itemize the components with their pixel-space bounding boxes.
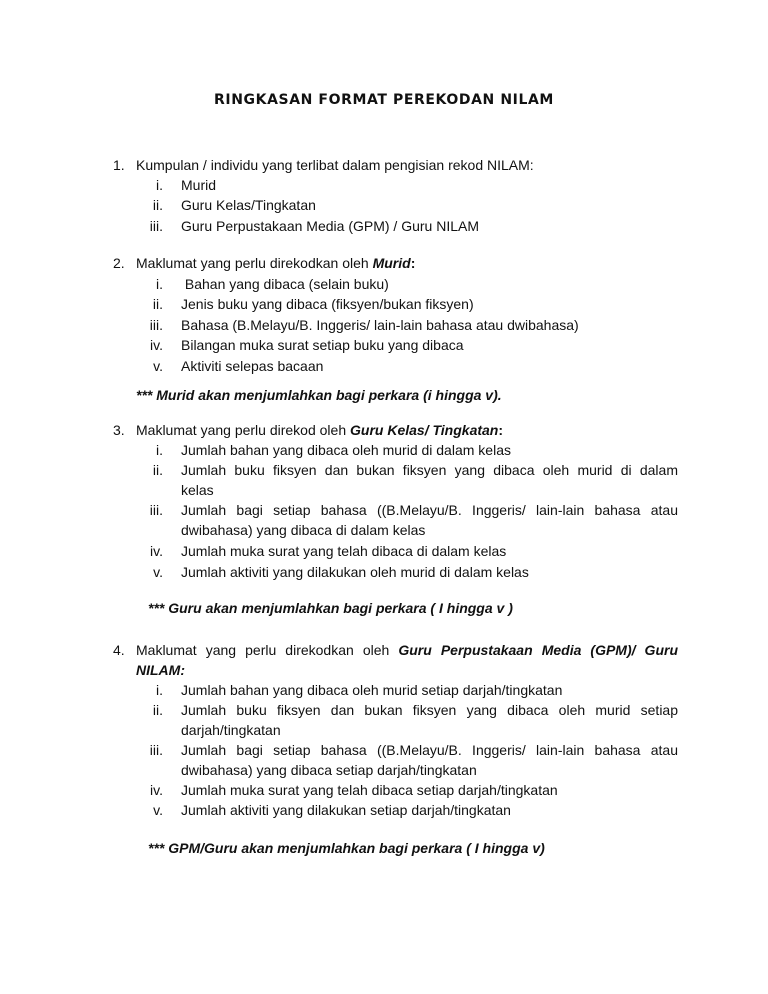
list-item: Bilangan muka surat setiap buku yang dibaca [181,337,464,353]
section-number: 2. [113,255,125,271]
item-roman: i. [156,682,163,698]
item-roman: ii. [152,197,163,213]
item-roman: iv. [150,782,163,798]
list-item: Jumlah bagi setiap bahasa ((B.Melayu/B. Inggeris/ lain-lain bahasa atau [181,742,678,758]
heading-prefix: Maklumat yang perlu direkodkan oleh [136,255,373,271]
item-roman: v. [153,564,163,580]
list-item: Jumlah aktiviti yang dilakukan setiap darjah/tingkatan [181,802,511,818]
list-item: Guru Kelas/Tingkatan [181,197,316,213]
item-roman: iv. [150,337,163,353]
heading-emphasis: Murid [372,255,411,271]
list-item: Bahasa (B.Melayu/B. Inggeris/ lain-lain bahasa atau dwibahasa) [181,317,579,333]
item-roman: i. [156,276,163,292]
list-item: Jumlah bahan yang dibaca oleh murid setiap darjah/tingkatan [181,682,563,698]
item-roman: iii. [149,218,163,234]
list-item-continuation: dwibahasa) yang dibaca setiap darjah/tingkatan [181,762,477,778]
item-roman: i. [156,442,163,458]
note: *** Guru akan menjumlahkan bagi perkara ( I hingga v ) [148,600,513,616]
list-item-continuation: dwibahasa) yang dibaca di dalam kelas [181,522,426,538]
item-roman: v. [153,802,163,818]
list-item: Jumlah muka surat yang telah dibaca di dalam kelas [181,543,507,559]
list-item: Bahan yang dibaca (selain buku) [181,276,389,292]
list-item-continuation: kelas [181,482,214,498]
heading-suffix: : [498,422,504,438]
list-item: Jumlah buku fiksyen dan bukan fiksyen yang dibaca oleh murid di dalam [181,462,678,478]
section-number: 4. [113,642,125,658]
list-item: Jenis buku yang dibaca (fiksyen/bukan fiksyen) [181,296,474,312]
item-roman: ii. [152,296,163,312]
heading-continuation: NILAM: [136,662,185,678]
item-roman: v. [153,358,163,374]
item-roman: iii. [149,742,163,758]
list-item: Jumlah muka surat yang telah dibaca setiap darjah/tingkatan [181,782,558,798]
item-roman: ii. [152,462,163,478]
heading-prefix: Maklumat yang perlu direkod oleh [136,422,351,438]
list-item: Jumlah aktiviti yang dilakukan oleh murid di dalam kelas [181,564,529,580]
section-heading [136,640,678,660]
list-item-continuation: darjah/tingkatan [181,722,281,738]
list-item: Jumlah buku fiksyen dan bukan fiksyen yang dibaca oleh murid setiap [181,702,678,718]
note: *** GPM/Guru akan menjumlahkan bagi perkara ( I hingga v) [148,840,545,856]
item-roman: i. [156,177,163,193]
section-number: 3. [113,422,125,438]
list-item: Jumlah bahan yang dibaca oleh murid di dalam kelas [181,442,511,458]
list-item: Guru Perpustakaan Media (GPM) / Guru NILAM [181,218,479,234]
section-heading [136,420,503,440]
heading-suffix: : [410,255,416,271]
heading-prefix: Maklumat yang perlu direkodkan oleh [136,642,399,658]
page-title: RINGKASAN FORMAT PEREKODAN NILAM [214,92,554,108]
section-number: 1. [113,157,125,173]
list-item: Aktiviti selepas bacaan [181,358,324,374]
section-heading: Kumpulan / individu yang terlibat dalam pengisian rekod NILAM: [136,157,534,173]
item-roman: iii. [149,317,163,333]
list-item: Jumlah bagi setiap bahasa ((B.Melayu/B. Inggeris/ lain-lain bahasa atau [181,502,678,518]
section-heading [136,253,415,273]
heading-emphasis: Guru Perpustakaan Media (GPM)/ Guru [398,642,678,658]
item-roman: ii. [152,702,163,718]
heading-emphasis: Guru Kelas/ Tingkatan [350,422,499,438]
item-roman: iii. [149,502,163,518]
list-item: Murid [181,177,217,193]
item-roman: iv. [150,543,163,559]
note: *** Murid akan menjumlahkan bagi perkara (i hingga v). [136,387,502,403]
